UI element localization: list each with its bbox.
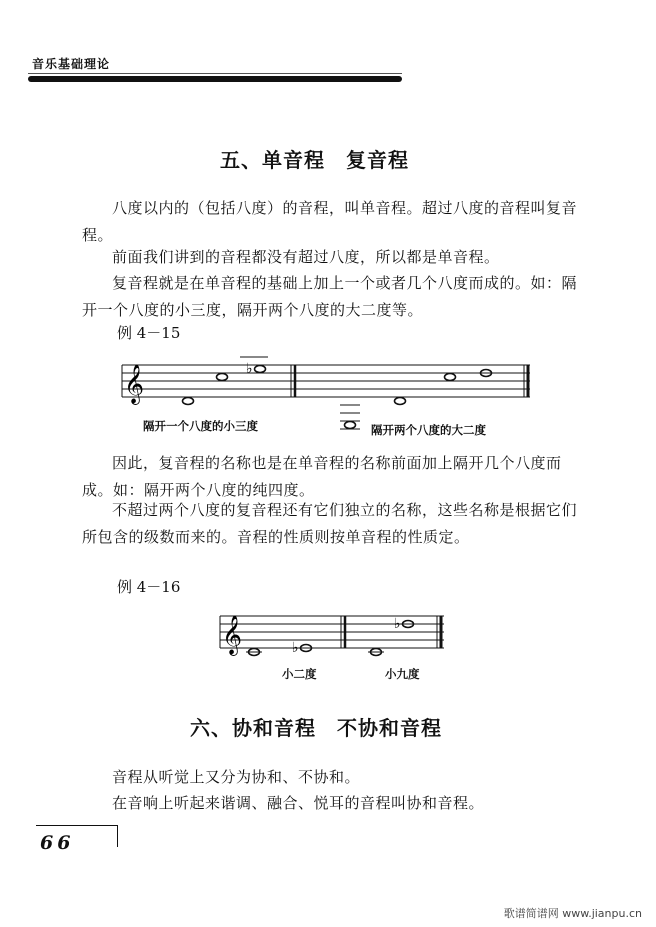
example-label-4-15: 例 4－15: [117, 324, 181, 342]
note-heads: [249, 621, 414, 656]
music-staff-example-2: [218, 610, 452, 660]
page-number-divider: [117, 825, 118, 847]
treble-clef-icon: 𝄞: [222, 615, 243, 655]
paragraph-5: 不超过两个八度的复音程还有它们独立的名称，这些名称是根据它们所包含的级数而来的。音程的性质则按单音程的性质定。: [82, 501, 578, 546]
example-1-caption-1: 隔开一个八度的小三度: [143, 419, 258, 433]
flat-icon: ♭: [292, 640, 299, 656]
paragraph-3: 复音程就是在单音程的基础上加上一个或者几个八度而成的。如：隔开一个八度的小三度，隔开两个八度的大二度等。: [82, 274, 578, 319]
paragraph-2: 前面我们讲到的音程都没有超过八度，所以都是单音程。: [112, 248, 500, 266]
page-number: 66: [40, 832, 75, 854]
paragraph-1: 八度以内的（包括八度）的音程，叫单音程。超过八度的音程叫复音程。: [82, 199, 578, 244]
example-label-4-16: 例 4－16: [117, 578, 181, 596]
paragraph-7: 在音响上听起来谐调、融合、悦耳的音程叫协和音程。: [112, 794, 485, 812]
example-2-caption-2: 小九度: [385, 667, 420, 681]
example-2-caption-1: 小二度: [282, 667, 317, 681]
paragraph-4: 因此，复音程的名称也是在单音程的名称前面加上隔开几个八度而成。如：隔开两个八度的纯四度。: [82, 454, 562, 499]
section-title-6: 六、协和音程 不协和音程: [190, 716, 442, 740]
flat-icon: ♭: [394, 616, 401, 632]
page-number-rule: [36, 825, 118, 826]
paragraph-6: 音程从听觉上又分为协和、不协和。: [112, 768, 361, 786]
header-rule-thin: [28, 73, 402, 74]
running-header: 音乐基础理论: [32, 57, 111, 71]
example-1-caption-2: 隔开两个八度的大二度: [371, 423, 486, 437]
section-title-5: 五、单音程 复音程: [220, 148, 409, 172]
treble-clef-icon: 𝄞: [124, 364, 145, 404]
flat-icon: ♭: [246, 361, 253, 377]
header-rule: [28, 76, 402, 82]
watermark: 歌谱简谱网 www.jianpu.cn: [503, 907, 642, 920]
